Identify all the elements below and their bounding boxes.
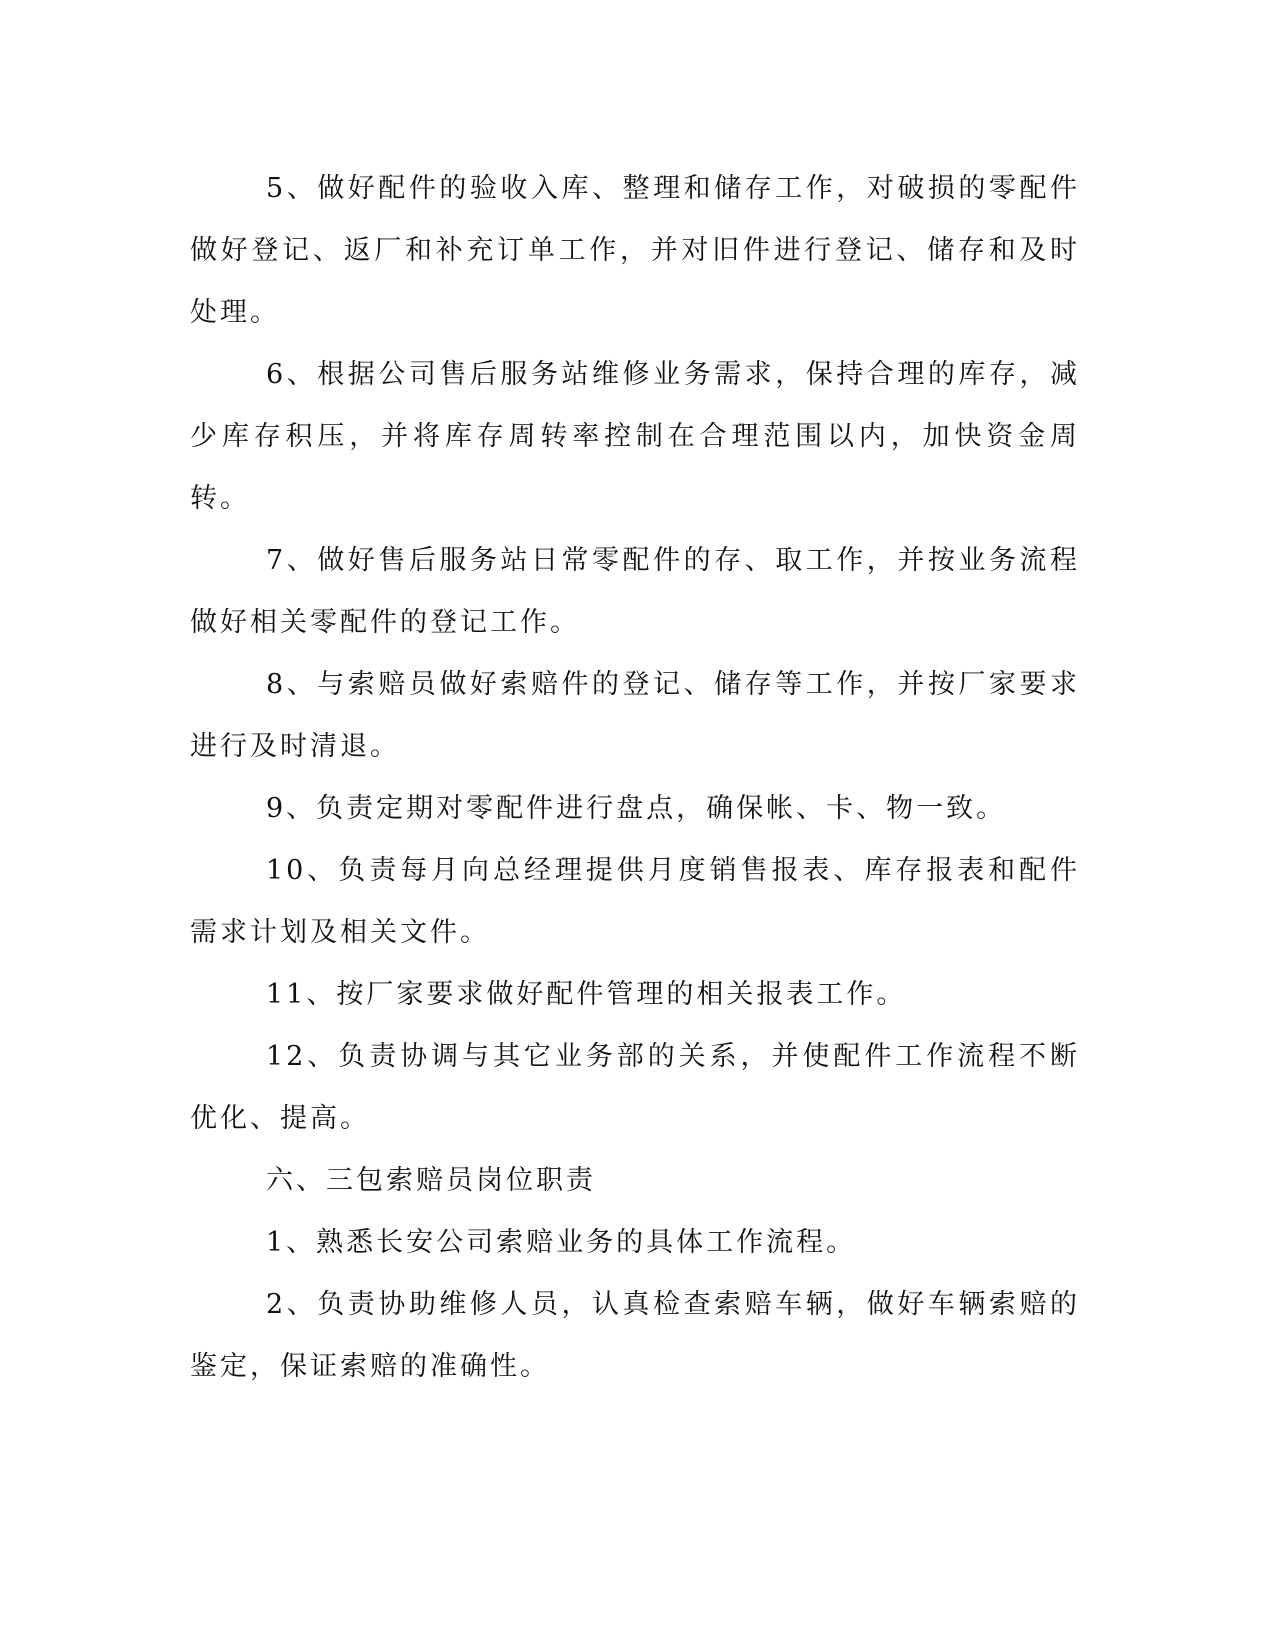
paragraph-item-7: 7、做好售后服务站日常零配件的存、取工作，并按业务流程做好相关零配件的登记工作。 [190, 545, 1080, 638]
paragraph-item-12: 12、负责协调与其它业务部的关系，并使配件工作流程不断优化、提高。 [190, 1041, 1080, 1134]
document-body [190, 158, 1080, 1398]
section-heading: 六、三包索赔员岗位职责 [266, 1165, 596, 1196]
paragraph-item-9: 9、负责定期对零配件进行盘点，确保帐、卡、物一致。 [266, 793, 1007, 824]
paragraph-item-8: 8、与索赔员做好索赔件的登记、储存等工作，并按厂家要求进行及时清退。 [190, 669, 1080, 762]
paragraph-item-2: 2、负责协助维修人员，认真检查索赔车辆，做好车辆索赔的鉴定，保证索赔的准确性。 [190, 1289, 1080, 1382]
paragraph-item-1: 1、熟悉长安公司索赔业务的具体工作流程。 [266, 1227, 857, 1258]
paragraph-item-5: 5、做好配件的验收入库、整理和储存工作，对破损的零配件做好登记、返厂和补充订单工作，并对旧件进行登记、储存和及时处理。 [190, 173, 1080, 328]
paragraph-item-6: 6、根据公司售后服务站维修业务需求，保持合理的库存，减少库存积压，并将库存周转率控制在合理范围以内，加快资金周转。 [190, 359, 1080, 514]
paragraph-item-11: 11、按厂家要求做好配件管理的相关报表工作。 [266, 979, 907, 1010]
paragraph-item-10: 10、负责每月向总经理提供月度销售报表、库存报表和配件需求计划及相关文件。 [190, 855, 1080, 948]
